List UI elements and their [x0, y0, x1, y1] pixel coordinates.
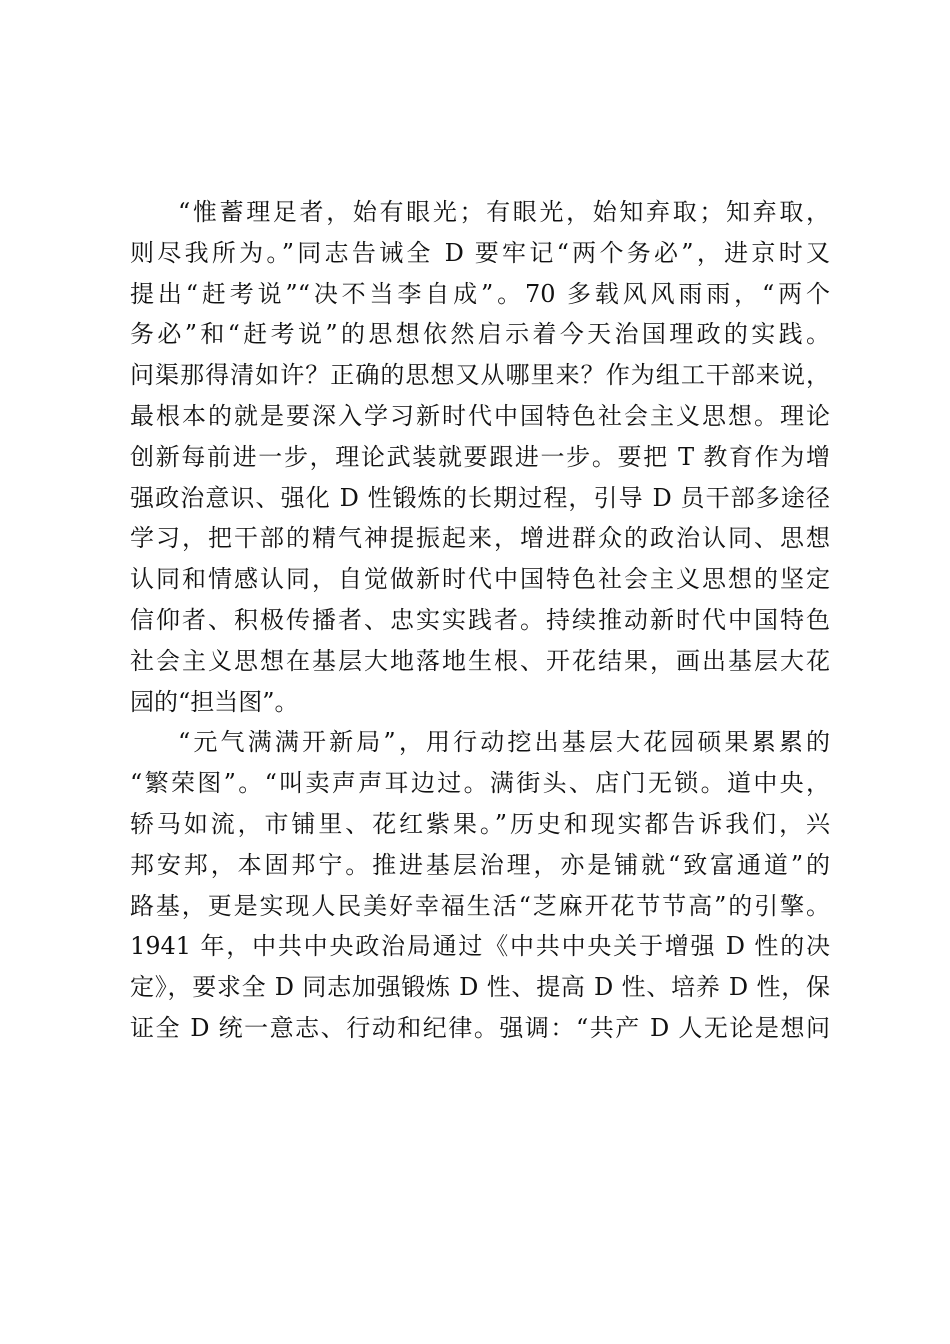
text-line: “惟蓄理足者，始有眼光；有眼光，始知弃取；知弃取，: [178, 198, 830, 226]
text-line: 轿马如流，市铺里、花红紫果。”历史和现实都告诉我们，兴: [130, 809, 830, 838]
text-line: 问渠那得清如许？正确的思想又从哪里来？作为组工干部来说，: [130, 361, 830, 390]
text-line: 则尽我所为。”同志告诫全 D 要牢记“两个务必”，进京时又: [130, 238, 830, 267]
paragraph-2: [130, 722, 830, 1048]
text-line: 认同和情感认同，自觉做新时代中国特色社会主义思想的坚定: [130, 565, 830, 594]
text-line: 园的“担当图”。: [130, 687, 299, 716]
text-line: 最根本的就是要深入学习新时代中国特色社会主义思想。理论: [130, 401, 830, 430]
body-text: [130, 192, 830, 1049]
text-line: 提出“赶考说”“决不当李自成”。70 多载风风雨雨，“两个: [130, 279, 830, 308]
text-line: 务必”和“赶考说”的思想依然启示着今天治国理政的实践。: [130, 320, 830, 349]
text-line: 创新每前进一步，理论武装就要跟进一步。要把 T 教育作为增: [130, 442, 830, 471]
text-line: 证全 D 统一意志、行动和纪律。强调：“共产 D 人无论是想问: [130, 1013, 830, 1042]
text-line: “元气满满开新局”，用行动挖出基层大花园硕果累累的: [178, 728, 830, 757]
text-line: 邦安邦，本固邦宁。推进基层治理，亦是铺就“致富通道”的: [130, 850, 830, 879]
text-line: 定》，要求全 D 同志加强锻炼 D 性、提高 D 性、培养 D 性，保: [130, 973, 830, 1002]
text-line: 强政治意识、强化 D 性锻炼的长期过程，引导 D 员干部多途径: [130, 483, 830, 512]
text-line: 1941 年，中共中央政治局通过《中共中央关于增强 D 性的决: [130, 932, 830, 961]
text-line: “繁荣图”。“叫卖声声耳边过。满街头、店门无锁。道中央，: [130, 769, 830, 798]
text-line: 社会主义思想在基层大地落地生根、开花结果，画出基层大花: [130, 646, 830, 675]
text-line: 学习，把干部的精气神提振起来，增进群众的政治认同、思想: [130, 524, 830, 553]
paragraph-1: [130, 192, 830, 722]
text-line: 信仰者、积极传播者、忠实实践者。持续推动新时代中国特色: [130, 605, 830, 634]
text-line: 路基，更是实现人民美好幸福生活“芝麻开花节节高”的引擎。: [130, 891, 830, 920]
